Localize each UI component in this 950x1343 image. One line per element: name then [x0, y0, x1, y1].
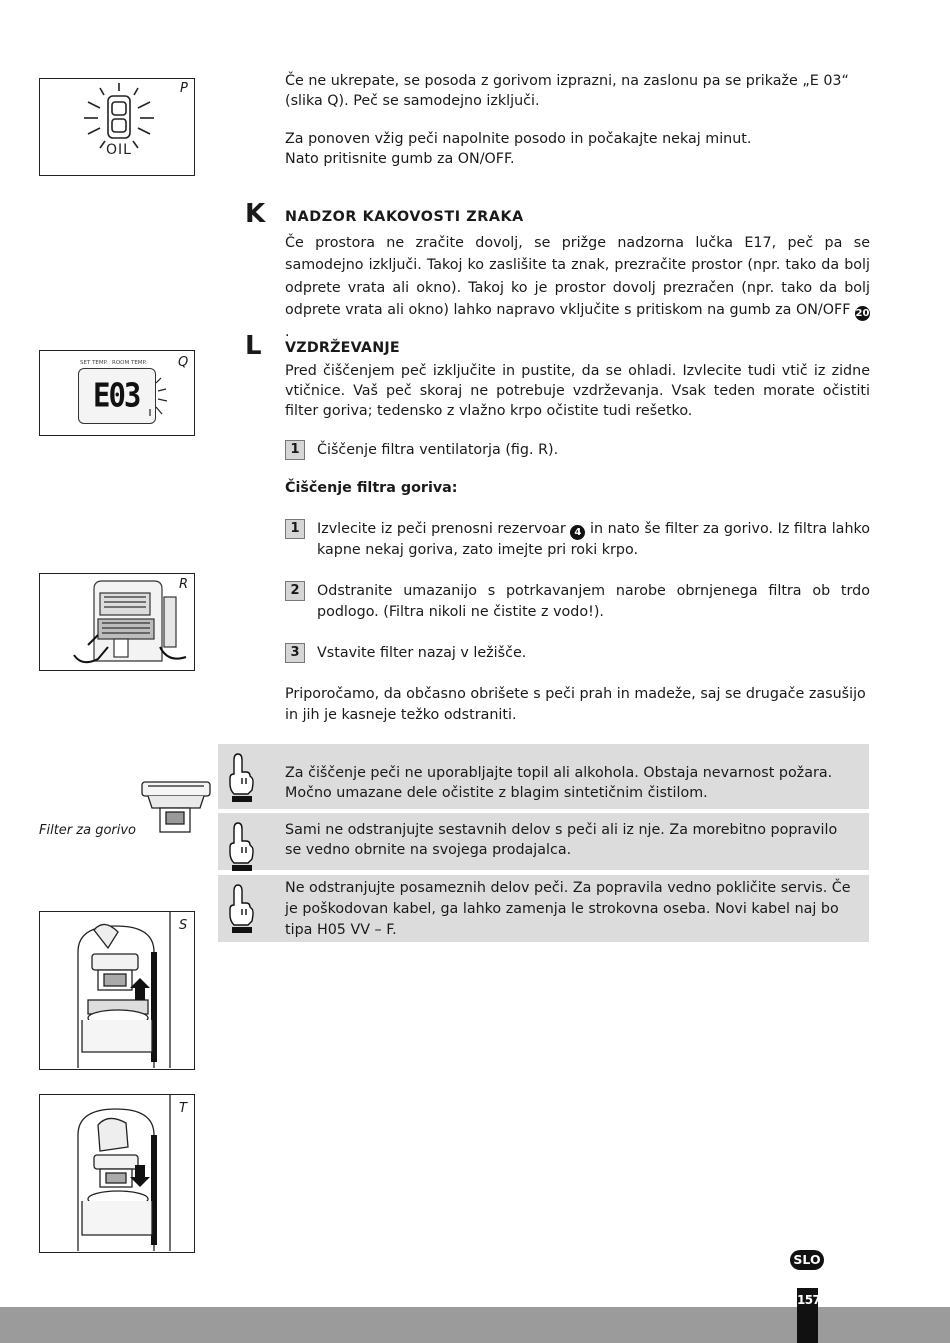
warning-box	[218, 744, 869, 809]
step-number-box: 2	[285, 581, 305, 601]
fuel-step-3: Vstavite filter nazaj v ležišče.	[317, 645, 527, 661]
warning-text: Ne odstranjujte posameznih delov peči. Za popravila vedno pokličite servis. Če je poškodovan kabel, ga lahko zamenja le strokovna oseba. Novi kabel naj bo tipa H05 VV – F.	[285, 880, 851, 938]
insert-filter-illustration	[42, 1095, 192, 1251]
body-text: Če prostora ne zračite dovolj, se prižge nadzorna lučka E17, peč pa se samodejno izklјuči. Takoj ko zaslišite ta znak, prezračite prostor (npr. tako da bolj odprete vrata ali okno). Takoj ko je prostor dovolj prezračen (npr. tako da bolj odprete vrata ali okno) lahko napravo vključite s pritiskom na gumb za ON/OFF	[285, 235, 870, 318]
pointing-hand-icon	[224, 881, 258, 935]
fan-filter-step: Čiščenje filtra ventilatorja (fig. R).	[317, 442, 559, 458]
intro-paragraph-1	[285, 71, 870, 111]
figure-q	[39, 350, 195, 436]
part-number-badge: 4	[570, 525, 585, 540]
oil-warning-light-icon	[70, 82, 170, 172]
page-number: 157	[797, 1293, 821, 1307]
figure-label: T	[179, 1101, 187, 1116]
warning-text: Sami ne odstranjujte sestavnih delov s peči ali iz nje. Za morebitno popravilo se vedno obrnite na svojega prodajalca.	[285, 822, 838, 858]
warning-box	[218, 813, 869, 870]
closing-paragraph: Priporočamo, da občasno obrišete s peči prah in madeže, saj se drugače zasušijo in jih je kasneje težko odstraniti.	[285, 686, 866, 723]
step-text: in nato še filter za gorivo. Iz filtra lahko kapne nekaj goriva, zato imejte pri roki krpo.	[317, 521, 871, 558]
text-line: (slika Q). Peč se samodejno izklјuči.	[285, 93, 540, 109]
figure-label: S	[179, 918, 188, 933]
text-line: Za ponoven vžig peči napolnite posodo in počakajte nekaj minut.	[285, 131, 752, 147]
section-heading-l: VZDRŽEVANJE	[285, 340, 400, 356]
section-heading-k: NADZOR KAKOVOSTI ZRAKA	[285, 209, 524, 225]
fuel-step-2: Odstranite umazanijo s potrkavanjem narobe obrnjenega filtra ob trdo podlogo. (Filtra nikoli ne čistite z vodo!).	[317, 583, 870, 620]
fuel-filter-heading: Čiščenje filtra goriva:	[285, 480, 458, 496]
warning-box	[218, 875, 869, 942]
pointing-hand-icon	[224, 819, 258, 873]
intro-paragraph-2	[285, 129, 870, 169]
oil-label: OIL	[106, 142, 132, 158]
section-letter-k: K	[245, 199, 266, 229]
section-letter-l: L	[245, 331, 262, 361]
warning-text: Za čiščenje peči ne uporabljajte topil ali alkohola. Obstaja nevarnost požara. Močno umazane dele očistite z blagim sintetičnim čistilom.	[285, 765, 833, 801]
error-code: E03	[93, 375, 140, 415]
pointing-hand-icon	[224, 750, 258, 804]
figure-label: Q	[178, 355, 189, 370]
set-temp-label: SET TEMP.	[80, 360, 108, 366]
figure-label: R	[179, 577, 189, 592]
fuel-filter-illustration	[140, 778, 214, 834]
figure-p	[39, 78, 195, 176]
step-number-box: 1	[285, 440, 305, 460]
figure-r	[39, 573, 195, 671]
blink-rays-icon	[140, 377, 170, 417]
figure-t	[39, 1094, 195, 1253]
body-text-end: .	[285, 324, 290, 341]
button-number-badge: 20	[855, 307, 870, 319]
step-text: Izvlecite iz peči prenosni rezervoar	[317, 521, 566, 537]
room-temp-label: ROOM TEMP.	[112, 360, 147, 366]
figure-s	[39, 911, 195, 1070]
remove-filter-illustration	[42, 912, 192, 1068]
language-badge: SLO	[790, 1250, 824, 1270]
step-number-box: 1	[285, 519, 305, 539]
step-number-box: 3	[285, 643, 305, 663]
section-body-l: Pred čiščenjem peč izklјučite in pustite, da se ohladi. Izvlecite tudi vtič iz zidne vtičnice. Vaš peč skoraj ne potrebuje vzdrževanja. Vsak teden morate očistiti filter goriva; tedensko z vlažno krpo očistite tudi rešetko.	[285, 363, 870, 419]
text-line: Nato pritisnite gumb za ON/OFF.	[285, 151, 515, 167]
heater-fan-filter-illustration	[68, 577, 188, 669]
filter-caption: Filter za gorivo	[39, 823, 137, 838]
section-body-k	[285, 232, 870, 343]
fuel-step-1	[317, 519, 870, 561]
text-line: Če ne ukrepate, se posoda z gorivom izprazni, na zaslonu pa se prikaže „E 03“	[285, 73, 849, 89]
figure-label: P	[180, 81, 188, 96]
